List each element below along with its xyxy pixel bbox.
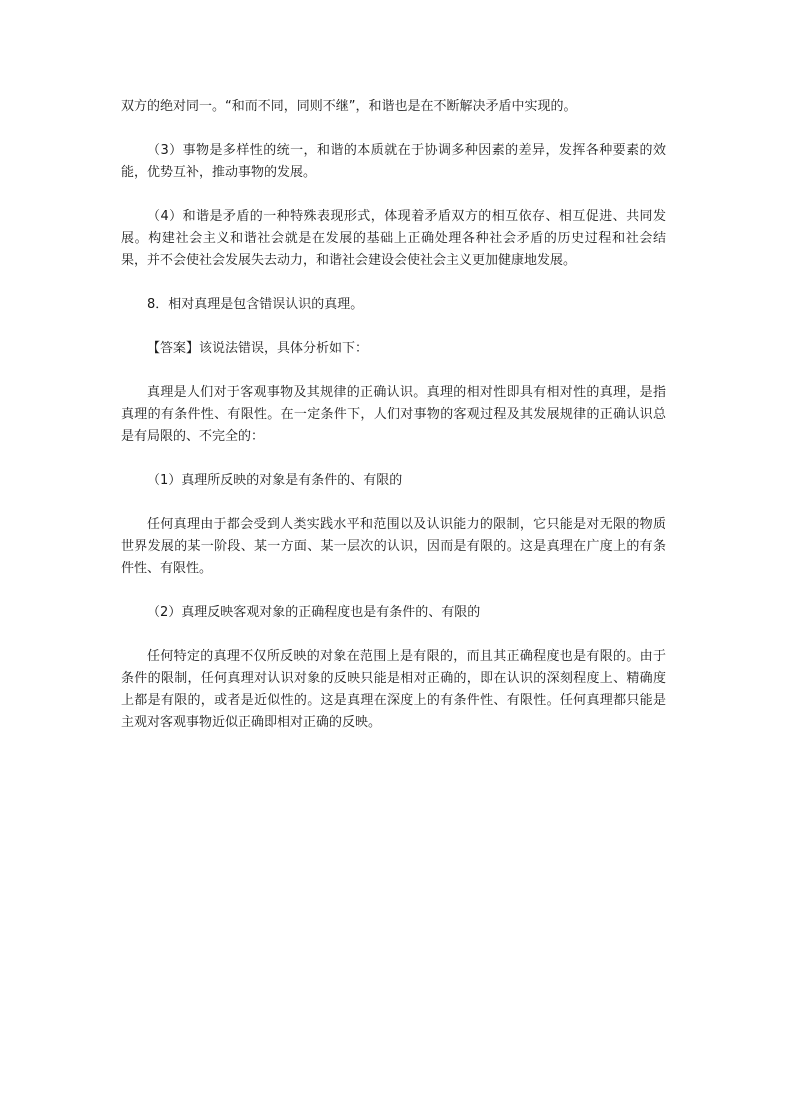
answer-heading: 【答案】该说法错误，具体分析如下： [147, 341, 369, 356]
paragraph-truth-definition: 真理是人们对于客观事物及其规律的正确认识。真理的相对性即具有相对性的真理，是指真理的有条件性、有限性。在一定条件下，人们对事物的客观过程及其发展规律的正确认识总是有局限的、不完全的： [121, 385, 666, 444]
paragraph-depth: 任何特定的真理不仅所反映的对象在范围上是有限的，而且其正确程度也是有限的。由于条件的限制，任何真理对认识对象的反映只能是相对正确的，即在认识的深刻程度上、精确度上都是有限的，或者是近似性的。这是真理在深度上的有条件性、有限性。任何真理都只能是主观对客观事物近似正确即相对正确的反映。 [121, 649, 666, 730]
subheading-2: （2）真理反映客观对象的正确程度也是有条件的、有限的 [147, 605, 481, 620]
paragraph-point-3: （3）事物是多样性的统一，和谐的本质就在于协调多种因素的差异，发挥各种要素的效能，优势互补，推动事物的发展。 [121, 143, 666, 180]
paragraph-breadth: 任何真理由于都会受到人类实践水平和范围以及认识能力的限制，它只能是对无限的物质世界发展的某一阶段、某一方面、某一层次的认识，因而是有限的。这是真理在广度上的有条件性、有限性。 [121, 517, 666, 576]
document-body [121, 96, 666, 756]
subheading-1: （1）真理所反映的对象是有条件的、有限的 [147, 473, 403, 488]
paragraph-continuation: 双方的绝对同一。“和而不同，同则不继”，和谐也是在不断解决矛盾中实现的。 [121, 99, 577, 114]
paragraph-point-4: （4）和谐是矛盾的一种特殊表现形式，体现着矛盾双方的相互依存、相互促进、共同发展。构建社会主义和谐社会就是在发展的基础上正确处理各种社会矛盾的历史过程和社会结果，并不会使社会发展失去动力，和谐社会建设会使社会主义更加健康地发展。 [121, 209, 666, 268]
question-8: 8．相对真理是包含错误认识的真理。 [147, 297, 364, 312]
